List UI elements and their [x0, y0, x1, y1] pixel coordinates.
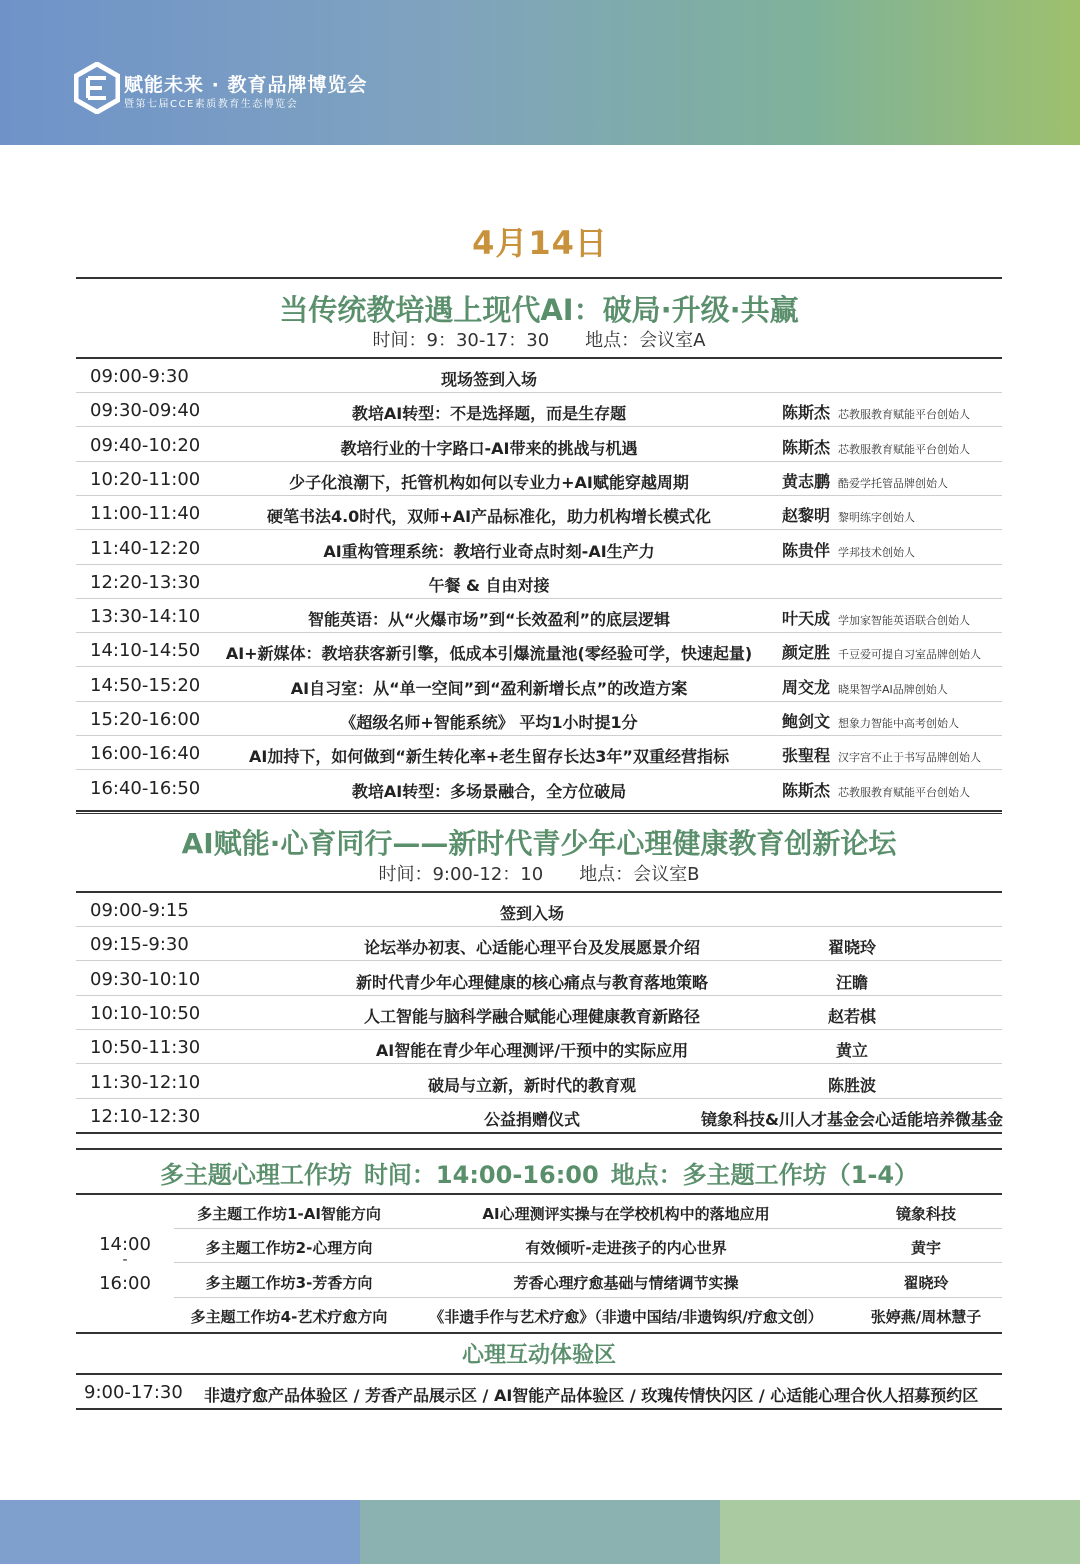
session-time: 11:00-11:40 [90, 503, 201, 525]
speaker-role: 学加家智能英语联合创始人 [838, 614, 971, 628]
forum1-info [76, 326, 1002, 352]
forum2-title: AI赋能·心育同行——新时代青少年心理健康教育创新论坛 [181, 827, 897, 860]
session-time: 11:40-12:20 [90, 537, 201, 559]
speaker-cell [782, 469, 948, 492]
session-time: 09:30-09:40 [90, 400, 201, 422]
experience-time: 9:00-17:30 [84, 1382, 183, 1403]
workshop-row [174, 1264, 1002, 1298]
forum2-location: 地点：会议室B [579, 864, 700, 885]
session-time: 11:30-12:10 [90, 1071, 201, 1093]
forum2-info [76, 860, 1002, 886]
divider [76, 1132, 1002, 1134]
footer-band-blue [0, 1500, 360, 1564]
session-topic: 智能英语：从“火爆市场”到“长效盈利”的底层逻辑 [307, 610, 671, 630]
speaker-role: 芯教服教育赋能平台创始人 [838, 442, 971, 456]
footer-band-teal [360, 1500, 720, 1564]
session-time: 15:20-16:00 [90, 709, 201, 730]
table-row [76, 962, 1002, 996]
speaker-cell [782, 538, 915, 561]
workshop-topic: 芳香心理疗愈基础与情绪调节实操 [513, 1273, 739, 1292]
workshop-topic: 《非遗手作与艺术疗愈》（非遗中国结/非遗钩织/疗愈文创） [429, 1307, 823, 1326]
table-row [76, 1065, 1002, 1099]
speaker-role: 学邦技术创始人 [838, 545, 916, 559]
forum1-location: 地点：会议室A [585, 330, 706, 351]
session-topic: AI+新媒体：教培获客新引擎，低成本引爆流量池(零经验可学，快速起量) [225, 644, 753, 664]
workshop-topic: AI心理测评实操与在学校机构中的落地应用 [482, 1205, 770, 1223]
table-row [76, 927, 1002, 961]
workshop-name: 多主题工作坊3-芳香方向 [205, 1273, 373, 1292]
speaker-role: 酷爱学托管品牌创始人 [838, 476, 949, 490]
table-row [76, 359, 1002, 393]
workshop-host: 翟晓玲 [903, 1273, 949, 1292]
speaker-cell [782, 640, 981, 663]
workshop-name: 多主题工作坊1-AI智能方向 [197, 1205, 381, 1223]
experience-title: 心理互动体验区 [461, 1343, 616, 1368]
workshop-row [174, 1229, 1002, 1263]
session-topic: AI重构管理系统：教培行业奇点时刻-AI生产力 [323, 541, 655, 561]
workshop-host: 张婷燕/周林慧子 [870, 1307, 982, 1326]
table-row [76, 565, 1002, 599]
table-row [76, 599, 1002, 633]
speaker-name: 陈斯杰 [782, 780, 831, 800]
divider [76, 810, 1002, 814]
session-topic: 论坛举办初衷、心适能心理平台及发展愿景介绍 [363, 938, 701, 958]
table-row [76, 633, 1002, 667]
workshop-time: 时间：14:00-16:00 [363, 1161, 599, 1189]
speaker-name: 颜定胜 [782, 643, 831, 663]
table-row [76, 736, 1002, 770]
speaker-name: 鲍剑文 [782, 712, 831, 731]
session-topic: 硬笔书法4.0时代，双师+AI产品标准化，助力机构增长模式化 [266, 507, 712, 527]
workshop-time-end: 16:00 [99, 1273, 151, 1294]
session-topic: 教培AI转型：多场景融合，全方位破局 [351, 781, 627, 801]
workshop-name: 多主题工作坊4-艺术疗愈方向 [190, 1307, 388, 1326]
session-time: 16:40-16:50 [90, 777, 201, 799]
workshop-time-cell [76, 1196, 174, 1332]
workshop-host: 黄宇 [910, 1239, 942, 1258]
session-topic: AI自习室：从“单一空间”到“盈利新增长点”的改造方案 [290, 678, 688, 698]
session-topic: 公益捐赠仪式 [483, 1109, 581, 1129]
expo-subtitle: 暨第七届CCE素质教育生态博览会 [124, 99, 299, 110]
forum1-title: 当传统教培遇上现代AI：破局·升级·共赢 [279, 293, 799, 327]
speaker-name: 黄立 [835, 1041, 869, 1061]
speaker-name: 张聖程 [782, 746, 831, 766]
session-topic: 现场签到入场 [440, 370, 538, 389]
speaker-role: 汉字宫不止于书写品牌创始人 [838, 751, 982, 765]
speaker-name: 叶天成 [782, 609, 831, 629]
table-row [76, 462, 1002, 496]
session-topic: 午餐 & 自由对接 [428, 575, 550, 595]
session-time: 10:50-11:30 [90, 1037, 201, 1059]
session-time: 16:00-16:40 [90, 743, 201, 765]
workshop-location: 地点：多主题工作坊（1-4） [610, 1161, 919, 1189]
session-time: 09:00-9:30 [90, 366, 189, 387]
divider [76, 1408, 1002, 1410]
table-row [76, 531, 1002, 565]
session-time: 09:00-9:15 [90, 900, 189, 921]
speaker-role: 黎明练字创始人 [838, 511, 916, 525]
speaker-role: 千豆爱可提自习室品牌创始人 [838, 648, 982, 662]
table-row [76, 428, 1002, 462]
table-row [76, 496, 1002, 530]
session-time: 14:50-15:20 [90, 674, 201, 696]
session-topic: AI智能在青少年心理测评/干预中的实际应用 [375, 1041, 689, 1061]
speaker-name: 陈斯杰 [782, 403, 831, 423]
speaker-role: 晓果智学AI品牌创始人 [838, 682, 948, 696]
speaker-cell [782, 435, 970, 458]
speaker-cell [782, 778, 970, 801]
table-row [76, 393, 1002, 427]
table-row [76, 893, 1002, 927]
speaker-name: 陈斯杰 [782, 437, 831, 457]
forum1-time: 时间：9：30-17：30 [372, 330, 550, 351]
workshop-time-start: 14:00 [99, 1234, 151, 1255]
speaker-name: 赵若棋 [827, 1006, 877, 1026]
speaker-cell [782, 503, 915, 526]
session-topic: 少子化浪潮下，托管机构如何以专业力+AI赋能穿越周期 [289, 472, 689, 492]
table-row [76, 668, 1002, 702]
divider [76, 1332, 1002, 1334]
table-row [76, 1030, 1002, 1064]
speaker-role: 芯教服教育赋能平台创始人 [838, 785, 971, 799]
speaker-cell [782, 675, 948, 698]
workshop-topic: 有效倾听-走进孩子的内心世界 [525, 1239, 727, 1258]
expo-logo-icon [74, 62, 120, 114]
session-time: 09:15-9:30 [90, 934, 189, 956]
speaker-role: 想象力智能中高考创始人 [838, 717, 960, 730]
experience-areas: 非遗疗愈产品体验区 / 芳香产品展示区 / AI智能产品体验区 / 玫瑰传情快闪区 / 心适能心理合伙人招募预约区 [204, 1386, 979, 1405]
experience-row [76, 1375, 1002, 1409]
forum2-time: 时间：9:00-12：10 [378, 864, 544, 885]
session-topic: 教培AI转型：不是选择题，而是生存题 [351, 404, 627, 424]
session-topic: 《超级名师+智能系统》 平均1小时提1分 [340, 713, 638, 732]
divider [76, 277, 1002, 279]
table-row [76, 1099, 1002, 1133]
speaker-name: 黄志鹏 [782, 471, 831, 491]
workshop-time-sep: - [122, 1252, 128, 1268]
session-time: 14:10-14:50 [90, 640, 201, 662]
workshop-title: 多主题心理工作坊 [159, 1161, 352, 1189]
table-row [76, 996, 1002, 1030]
speaker-name: 陈胜波 [827, 1075, 877, 1095]
session-topic: 人工智能与脑科学融合赋能心理健康教育新路径 [363, 1006, 701, 1026]
speaker-name: 周交龙 [782, 677, 831, 697]
session-time: 10:10-10:50 [90, 1002, 201, 1024]
speaker-name: 赵黎明 [782, 506, 831, 526]
divider [76, 1148, 1002, 1150]
session-topic: 新时代青少年心理健康的核心痛点与教育落地策略 [355, 972, 709, 992]
speaker-role: 芯教服教育赋能平台创始人 [838, 408, 971, 422]
speaker-name: 陈贵伴 [782, 540, 831, 560]
workshop-host: 镜象科技 [895, 1205, 957, 1223]
workshop-row [174, 1298, 1002, 1332]
speaker-name: 汪瞻 [835, 972, 869, 992]
speaker-name: 镜象科技&川人才基金会心适能培养微基金 [701, 1109, 1003, 1129]
session-topic: 教培行业的十字路口-AI带来的挑战与机遇 [340, 438, 638, 458]
session-time: 12:20-13:30 [90, 571, 201, 593]
workshop-header [76, 1155, 1002, 1190]
speaker-name: 翟晓玲 [827, 938, 877, 958]
session-time: 09:40-10:20 [90, 434, 201, 456]
event-date: 4月14日 [472, 224, 608, 262]
table-row [76, 771, 1002, 805]
speaker-cell [782, 606, 970, 629]
session-topic: 签到入场 [499, 904, 565, 923]
speaker-cell [782, 743, 981, 766]
session-time: 13:30-14:10 [90, 606, 201, 628]
header-banner [0, 0, 1080, 145]
session-topic: AI加持下，如何做到“新生转化率+老生留存长达3年”双重经营指标 [249, 747, 729, 767]
speaker-cell [782, 709, 959, 732]
speaker-cell [782, 400, 970, 423]
session-topic: 破局与立新，新时代的教育观 [427, 1075, 637, 1095]
expo-title: 赋能未来 · 教育品牌博览会 [124, 74, 368, 96]
table-row [76, 702, 1002, 736]
footer-band-green [720, 1500, 1080, 1564]
session-time: 12:10-12:30 [90, 1105, 201, 1127]
session-time: 09:30-10:10 [90, 968, 201, 990]
workshop-row [174, 1195, 1002, 1229]
workshop-name: 多主题工作坊2-心理方向 [205, 1239, 373, 1258]
footer-band [0, 1500, 1080, 1564]
session-time: 10:20-11:00 [90, 468, 201, 490]
